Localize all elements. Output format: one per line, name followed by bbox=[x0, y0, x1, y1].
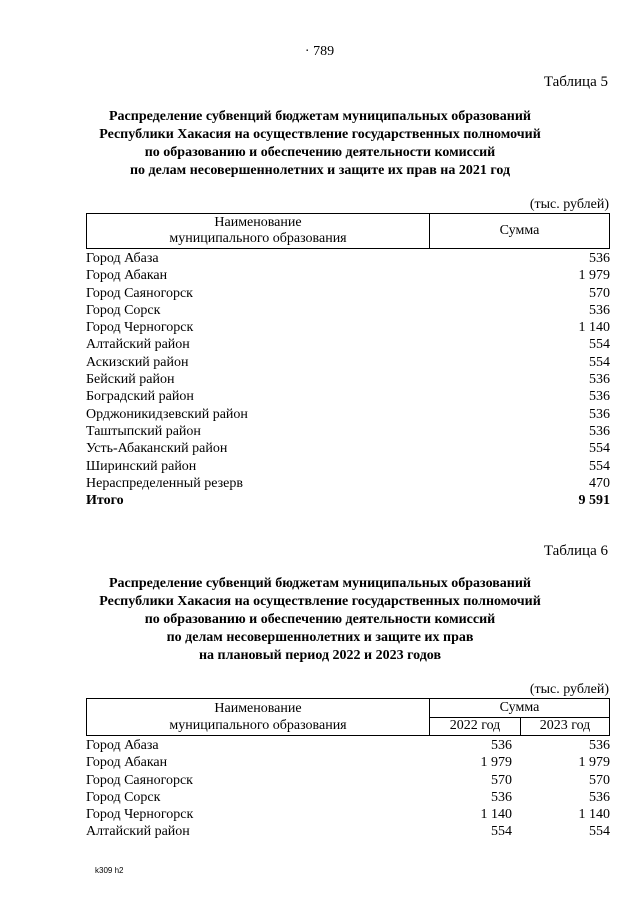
column-header-2023: 2023 год bbox=[521, 717, 610, 736]
table5-label: Таблица 5 bbox=[543, 74, 608, 90]
table-row bbox=[86, 806, 610, 823]
column-header-sum: Сумма bbox=[430, 699, 610, 718]
municipality-name: Боградский район bbox=[86, 389, 194, 405]
table6-body bbox=[86, 737, 610, 841]
amount-2023: 554 bbox=[589, 824, 610, 840]
table-row bbox=[86, 250, 610, 267]
table-row bbox=[86, 336, 610, 353]
amount-value: 536 bbox=[589, 423, 610, 439]
table5-units: (тыс. рублей) bbox=[529, 197, 609, 212]
amount-value: 9 591 bbox=[578, 493, 610, 509]
column-header-name bbox=[87, 699, 430, 736]
amount-value: 1 979 bbox=[578, 268, 610, 284]
amount-value: 470 bbox=[589, 475, 610, 491]
amount-2023: 536 bbox=[589, 738, 610, 753]
municipality-name: Город Абаза bbox=[86, 738, 159, 753]
column-header-2022: 2022 год bbox=[430, 717, 521, 736]
municipality-name: Итого bbox=[86, 493, 124, 509]
table-row bbox=[86, 371, 610, 388]
title-line: по делам несовершеннолетних и защите их прав на 2021 год bbox=[129, 163, 511, 178]
column-header-name bbox=[87, 214, 430, 249]
amount-values bbox=[427, 737, 610, 754]
title-line: по образованию и обеспечению деятельности комиссий bbox=[144, 145, 496, 160]
header-line: Наименование bbox=[214, 215, 302, 230]
municipality-name: Аскизский район bbox=[86, 354, 189, 370]
title-line: по образованию и обеспечению деятельности комиссий bbox=[144, 612, 496, 627]
table5-title bbox=[40, 108, 600, 180]
table6-header bbox=[86, 698, 610, 736]
municipality-name: Город Абакан bbox=[86, 755, 168, 771]
municipality-name: Алтайский район bbox=[86, 824, 190, 840]
table-row bbox=[86, 754, 610, 771]
table5-body bbox=[86, 250, 610, 509]
municipality-name: Город Саяногорск bbox=[86, 285, 193, 301]
table-row bbox=[86, 823, 610, 840]
table-row bbox=[86, 319, 610, 336]
amount-values bbox=[427, 789, 610, 806]
table-row bbox=[86, 475, 610, 492]
amount-value: 554 bbox=[589, 458, 610, 474]
amount-values bbox=[427, 754, 610, 771]
table-row bbox=[86, 302, 610, 319]
municipality-name: Город Черногорск bbox=[86, 807, 194, 823]
amount-2023: 1 979 bbox=[578, 755, 610, 771]
title-line: на плановый период 2022 и 2023 годов bbox=[198, 648, 442, 663]
amount-value: 554 bbox=[589, 337, 610, 353]
municipality-name: Город Сорск bbox=[86, 302, 161, 318]
amount-2022: 1 140 bbox=[480, 807, 512, 823]
title-line: Распределение субвенций бюджетам муниципальных образований bbox=[109, 109, 531, 124]
amount-value: 570 bbox=[589, 285, 610, 301]
header-line: муниципального образования bbox=[169, 231, 347, 246]
amount-values bbox=[427, 772, 610, 789]
amount-value: 536 bbox=[589, 251, 610, 266]
footer-code: k309 h2 bbox=[95, 866, 124, 875]
amount-value: 536 bbox=[589, 406, 610, 422]
table-row bbox=[86, 440, 610, 457]
amount-2022: 570 bbox=[491, 772, 512, 788]
table6-label: Таблица 6 bbox=[543, 543, 608, 559]
municipality-name: Нераспределенный резерв bbox=[86, 475, 243, 491]
column-header-sum: Сумма bbox=[430, 214, 610, 249]
amount-value: 536 bbox=[589, 302, 610, 318]
amount-2023: 570 bbox=[589, 772, 610, 788]
amount-value: 536 bbox=[589, 389, 610, 405]
title-line: по делам несовершеннолетних и защите их прав bbox=[166, 630, 474, 645]
table-row bbox=[86, 789, 610, 806]
amount-2022: 536 bbox=[491, 789, 512, 805]
amount-2022: 1 979 bbox=[480, 755, 512, 771]
table-row bbox=[86, 772, 610, 789]
table-row bbox=[86, 458, 610, 475]
table6-units: (тыс. рублей) bbox=[529, 682, 609, 697]
amount-values bbox=[427, 823, 610, 840]
amount-values bbox=[427, 806, 610, 823]
amount-value: 536 bbox=[589, 372, 610, 388]
municipality-name: Ширинский район bbox=[86, 458, 197, 474]
title-line: Республики Хакасия на осуществление государственных полномочий bbox=[99, 594, 541, 609]
title-line: Распределение субвенций бюджетам муниципальных образований bbox=[109, 576, 531, 591]
amount-value: 554 bbox=[589, 354, 610, 370]
amount-value: 1 140 bbox=[578, 320, 610, 336]
table-row bbox=[86, 285, 610, 302]
amount-2023: 1 140 bbox=[578, 807, 610, 823]
amount-2023: 536 bbox=[589, 789, 610, 805]
municipality-name: Город Черногорск bbox=[86, 320, 194, 336]
municipality-name: Город Саяногорск bbox=[86, 772, 193, 788]
table5-header bbox=[86, 213, 610, 249]
table-row bbox=[86, 267, 610, 284]
municipality-name: Орджоникидзевский район bbox=[86, 406, 248, 422]
municipality-name: Таштыпский район bbox=[86, 423, 201, 439]
header-line: Наименование bbox=[214, 701, 302, 716]
municipality-name: Алтайский район bbox=[86, 337, 190, 353]
municipality-name: Усть-Абаканский район bbox=[86, 441, 228, 457]
table-row bbox=[86, 354, 610, 371]
table-row bbox=[86, 388, 610, 405]
total-row bbox=[86, 492, 610, 509]
amount-2022: 536 bbox=[491, 738, 512, 753]
amount-value: 554 bbox=[589, 441, 610, 457]
table-row bbox=[86, 423, 610, 440]
table6-title bbox=[40, 575, 600, 665]
title-line: Республики Хакасия на осуществление государственных полномочий bbox=[99, 127, 541, 142]
municipality-name: Город Абакан bbox=[86, 268, 168, 284]
table-row bbox=[86, 737, 610, 754]
table-row bbox=[86, 406, 610, 423]
amount-2022: 554 bbox=[491, 824, 512, 840]
header-line: муниципального образования bbox=[169, 718, 347, 733]
page-number: · 789 bbox=[304, 44, 335, 59]
municipality-name: Бейский район bbox=[86, 372, 175, 388]
municipality-name: Город Сорск bbox=[86, 789, 161, 805]
municipality-name: Город Абаза bbox=[86, 251, 159, 266]
